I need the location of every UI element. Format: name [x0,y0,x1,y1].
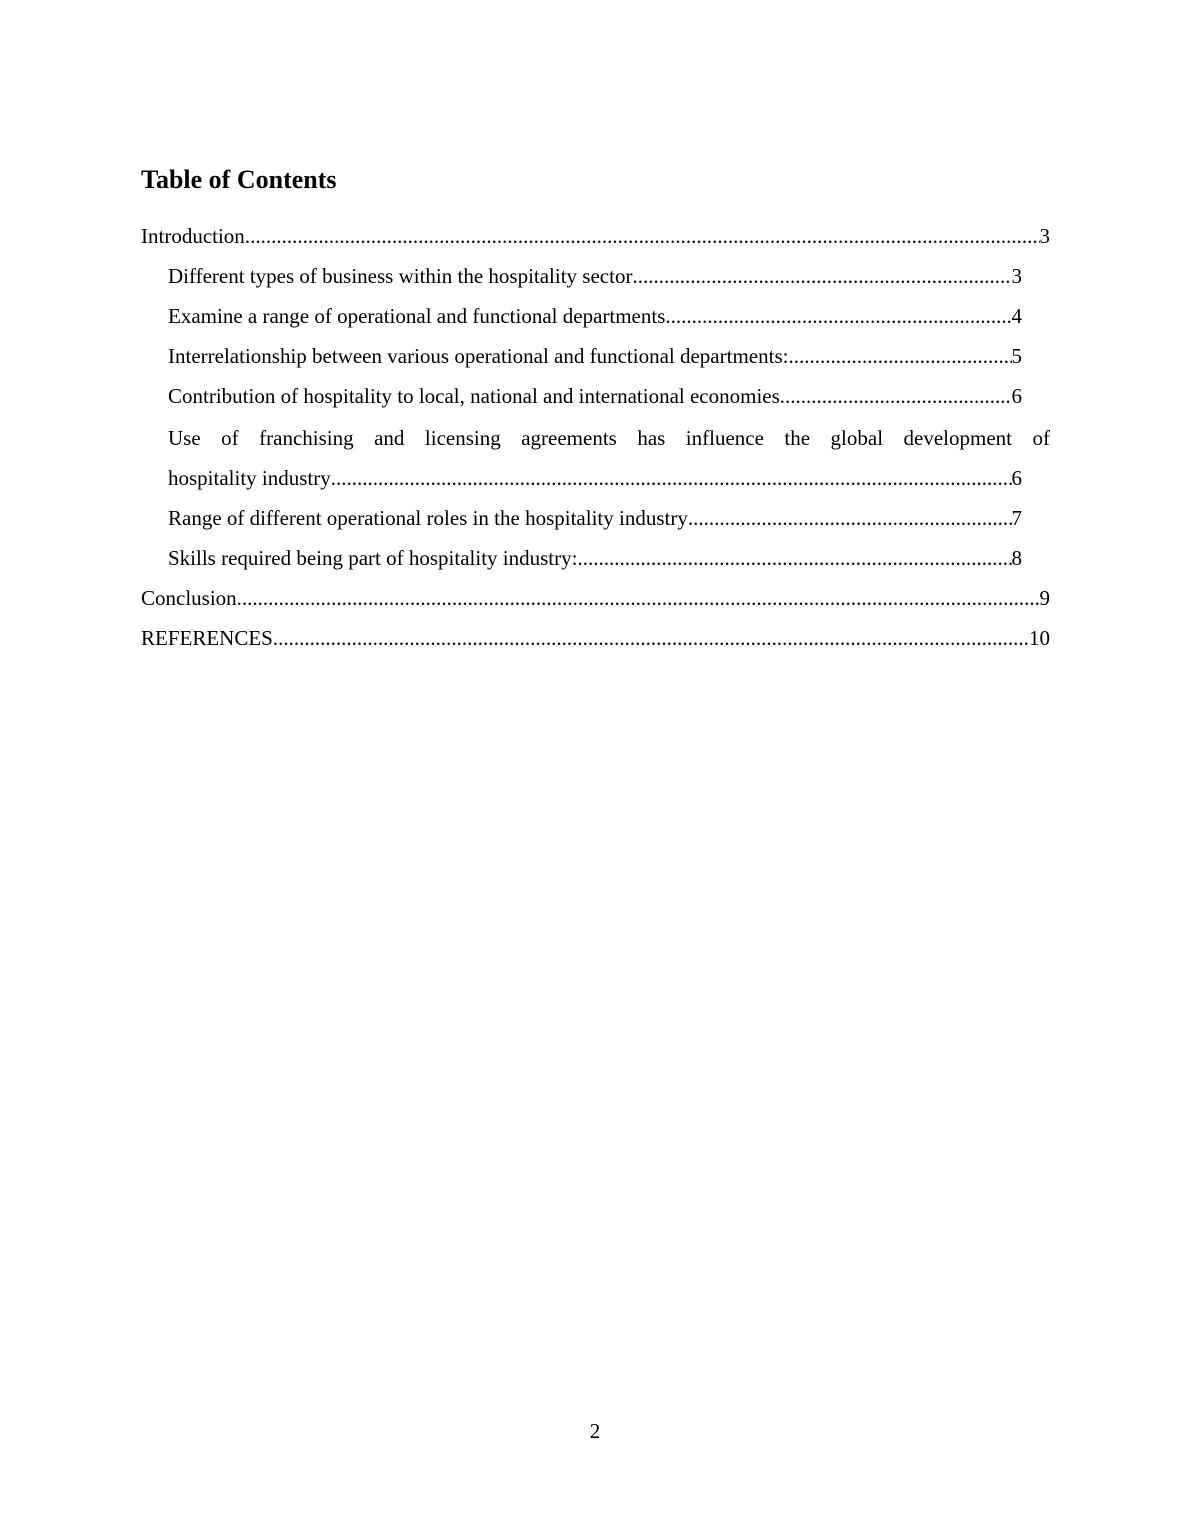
toc-entry-page: 9 [1039,586,1050,610]
toc-dot-leader [780,376,1012,416]
toc-dot-leader [632,256,1011,296]
toc-entry-departments[interactable] [168,296,1022,336]
toc-dot-leader [688,498,1012,538]
toc-entry-operational-roles[interactable] [168,498,1022,538]
toc-dot-leader [788,336,1011,376]
toc-entry-label: Different types of business within the hospitality sector [168,264,633,288]
toc-entry-label: Introduction [141,224,245,248]
toc-dot-leader [577,538,1011,578]
toc-entry-page: 10 [1029,626,1050,650]
toc-entry-label: REFERENCES [141,626,273,650]
toc-entry-page: 4 [1011,304,1022,328]
toc-entry-interrelationship[interactable] [168,336,1022,376]
toc-entry-label: Interrelationship between various operational and functional departments: [168,344,789,368]
toc-entry-references[interactable] [141,618,1050,658]
toc-entry-page: 8 [1011,546,1022,570]
toc-entry-label: Examine a range of operational and functional departments [168,304,666,328]
toc-title: Table of Contents [141,165,337,194]
toc-dot-leader [237,578,1040,618]
toc-entry-page: 6 [1011,384,1022,408]
toc-entry-label: Conclusion [141,586,237,610]
toc-dot-leader [245,216,1040,256]
toc-entry-page: 7 [1011,506,1022,530]
toc-entry-page: 5 [1011,344,1022,368]
toc-entry-label: hospitality industry [168,466,331,490]
toc-entry-label: Contribution of hospitality to local, national and international economies [168,384,780,408]
toc-entry-skills[interactable] [168,538,1022,578]
toc-entry-label: Range of different operational roles in the hospitality industry [168,506,688,530]
toc-entry-franchising-line1[interactable]: Use of franchising and licensing agreements has influence the global development of [168,426,1050,450]
page-number: 2 [589,1419,601,1443]
toc-entry-page: 3 [1011,264,1022,288]
toc-entry-business-types[interactable] [168,256,1022,296]
toc-entry-conclusion[interactable] [141,578,1050,618]
toc-dot-leader [273,618,1029,658]
toc-dot-leader [331,458,1012,498]
toc-entry-page: 3 [1039,224,1050,248]
toc-entry-introduction[interactable] [141,216,1050,256]
toc-dot-leader [665,296,1011,336]
toc-entry-page: 6 [1011,466,1022,490]
toc-entry-franchising[interactable] [168,458,1022,498]
toc-entry-label: Skills required being part of hospitality industry: [168,546,578,570]
toc-entry-contribution[interactable] [168,376,1022,416]
